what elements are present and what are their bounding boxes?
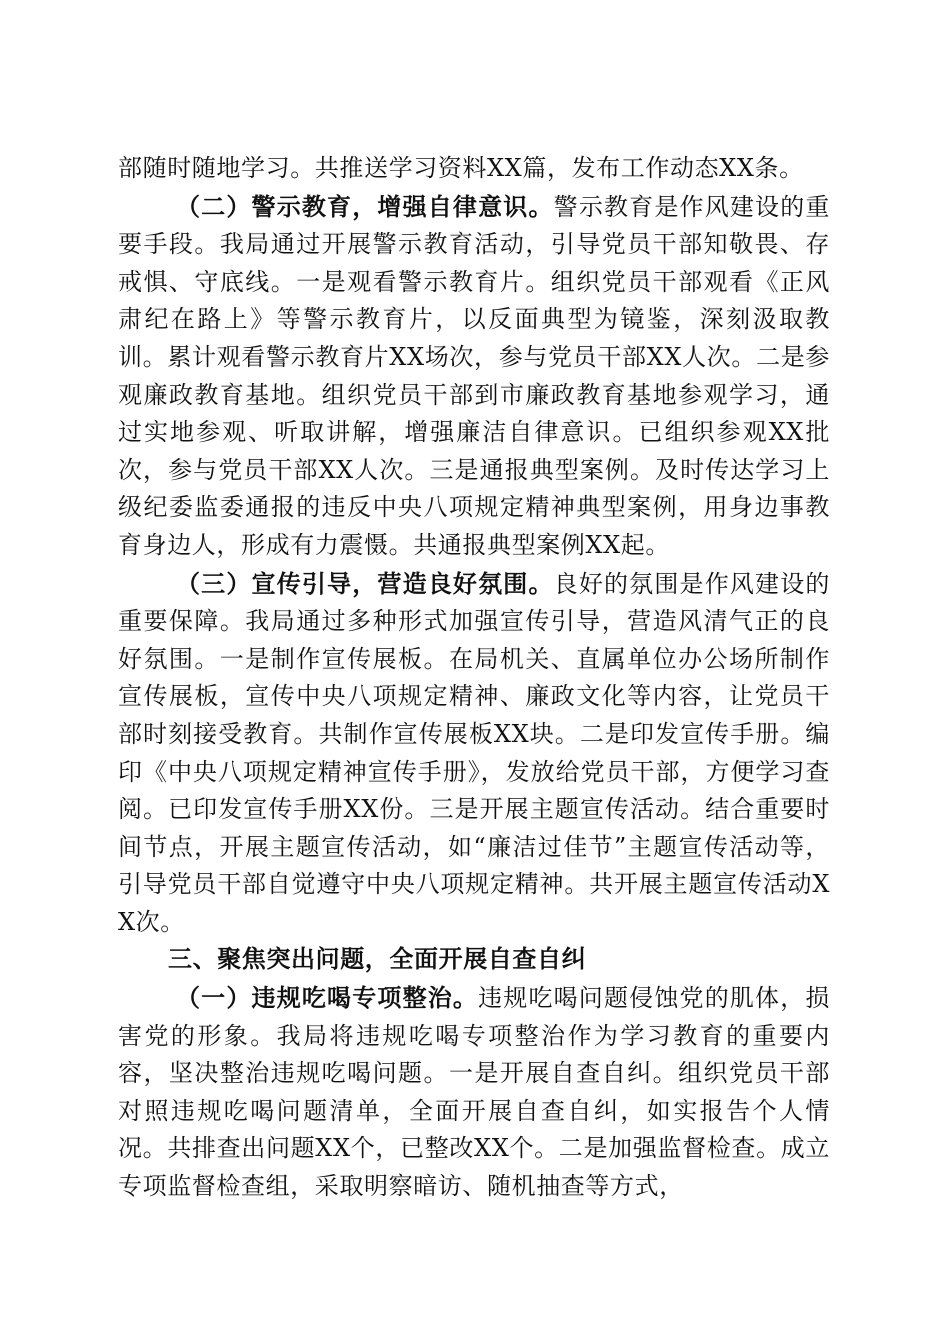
dining-rectification-paragraph — [118, 979, 830, 1206]
dining-rectification-lead: （一）违规吃喝专项整治。 — [176, 983, 479, 1013]
warning-education-body: 警示教育是作风建设的重要手段。我局通过开展警示教育活动，引导党员干部知敬畏、存戒惧、守底线。一是观看警示教育片。组织党员干部观看《正风肃纪在路上》等警示教育片，以反面典型为镜鉴，深刻汲取教训。累计观看警示教育片XX场次，参与党员干部XX人次。二是参观廉政教育基地。组织党员干部到市廉政教育基地参观学习，通过实地参观、听取讲解，增强廉洁自律意识。已组织参观XX批次，参与党员干部XX人次。三是通报典型案例。及时传达学习上级纪委监委通报的违反中央八项规定精神典型案例，用身边事教育身边人，形成有力震慑。共通报典型案例XX起。 — [118, 192, 830, 559]
document-body — [118, 150, 830, 1206]
warning-education-lead: （二）警示教育，增强自律意识。 — [176, 191, 554, 221]
publicity-guidance-body: 良好的氛围是作风建设的重要保障。我局通过多种形式加强宣传引导，营造风清气正的良好氛围。一是制作宣传展板。在局机关、直属单位办公场所制作宣传展板，宣传中央八项规定精神、廉政文化等内容，让党员干部时刻接受教育。共制作宣传展板XX块。二是印发宣传手册。编印《中央八项规定精神宣传手册》，发放给党员干部，方便学习查阅。已印发宣传手册XX份。三是开展主题宣传活动。结合重要时间节点，开展主题宣传活动，如“廉洁过佳节”主题宣传活动等，引导党员干部自觉遵守中央八项规定精神。共开展主题宣传活动XX次。 — [118, 569, 830, 936]
section-heading-self-inspection: 三、聚焦突出问题，全面开展自查自纠 — [168, 945, 587, 974]
continuation-paragraph: 部随时随地学习。共推送学习资料XX篇，发布工作动态XX条。 — [118, 154, 804, 182]
publicity-guidance-lead: （三）宣传引导，营造良好氛围。 — [176, 568, 554, 598]
dining-rectification-body: 违规吃喝问题侵蚀党的肌体，损害党的形象。我局将违规吃喝专项整治作为学习教育的重要内容，坚决整治违规吃喝问题。一是开展自查自纠。组织党员干部对照违规吃喝问题清单，全面开展自查自纠，如实报告个人情况。共排查出问题XX个，已整改XX个。二是加强监督检查。成立专项监督检查组，采取明察暗访、随机抽查等方式， — [118, 984, 830, 1201]
publicity-guidance-paragraph — [118, 565, 830, 942]
warning-education-paragraph — [118, 188, 830, 565]
